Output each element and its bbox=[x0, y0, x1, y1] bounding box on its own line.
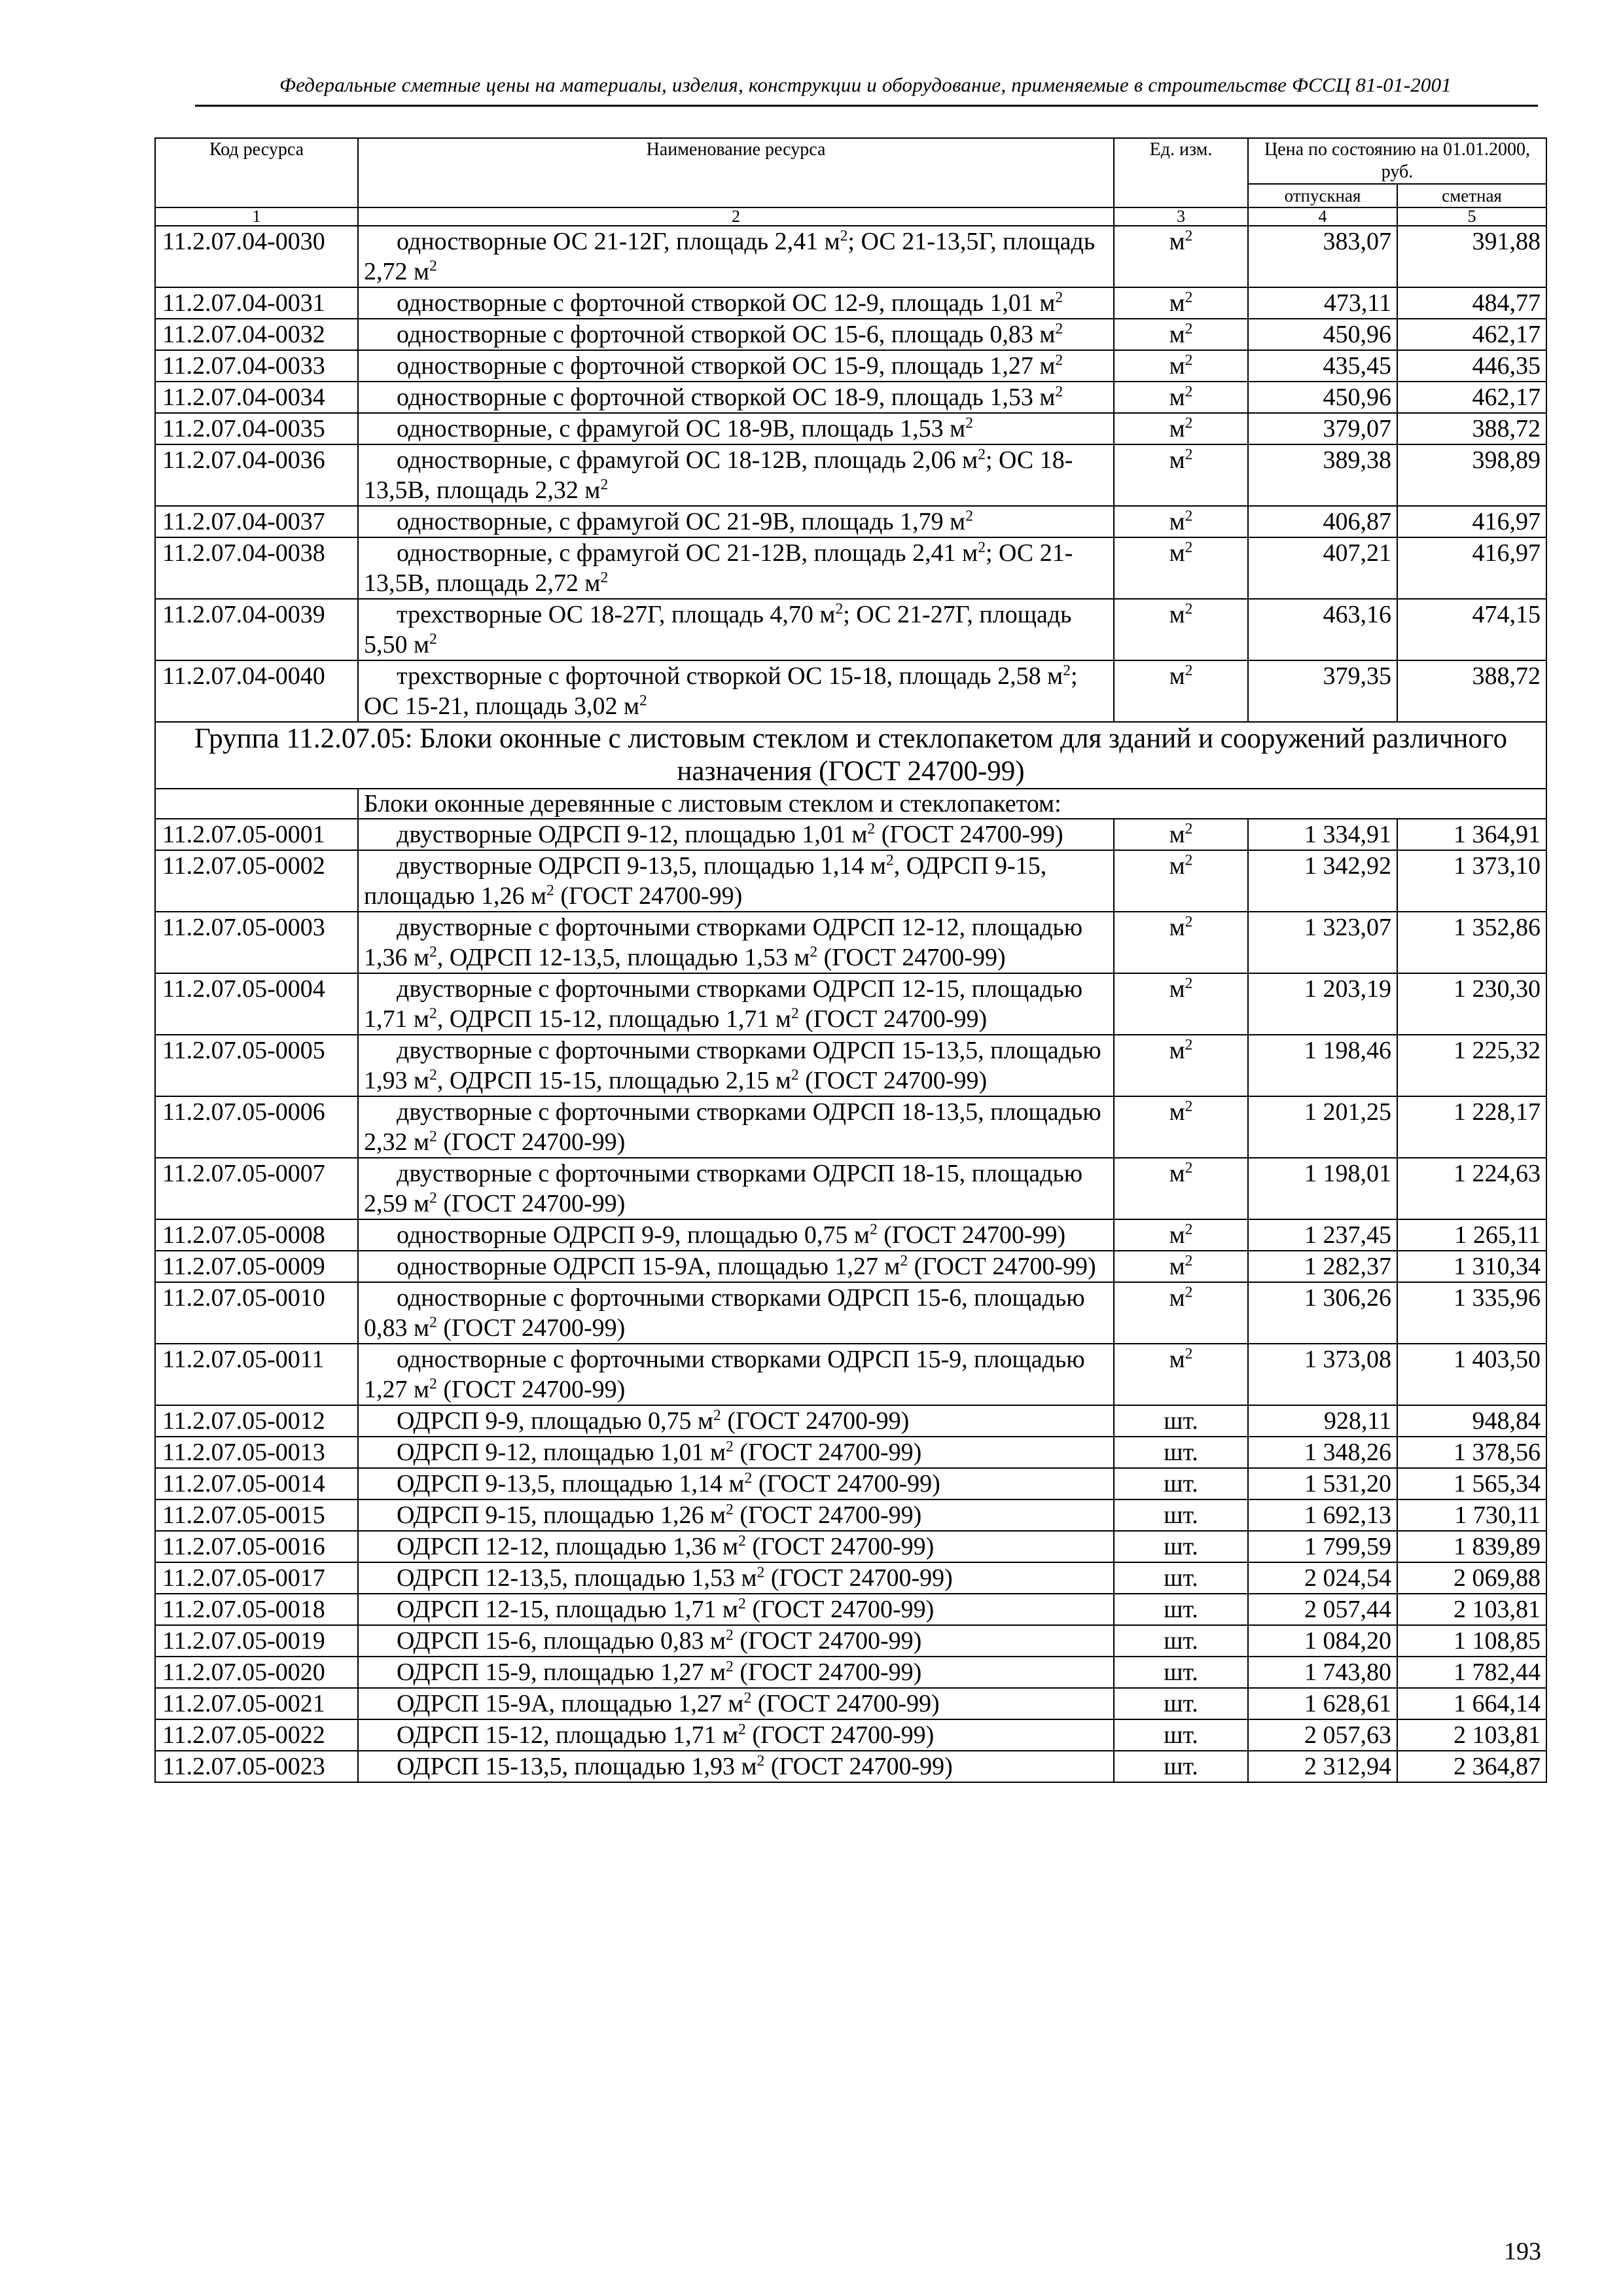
unit-of-measure: шт. bbox=[1114, 1719, 1248, 1751]
table-row bbox=[155, 1405, 1546, 1437]
price-estimate: 1 364,91 bbox=[1397, 819, 1546, 850]
resource-name: одностворные ОДРСП 9-9, площадью 0,75 $м^2$ (ГОСТ 24700-99) bbox=[358, 1219, 1114, 1251]
price-estimate: 1 839,89 bbox=[1397, 1531, 1546, 1562]
unit-of-measure: шт. bbox=[1114, 1688, 1248, 1719]
header-price-group: Цена по состоянию на 01.01.2000, руб. bbox=[1248, 138, 1546, 184]
table-row bbox=[155, 506, 1546, 537]
resource-code: 11.2.07.05-0013 bbox=[155, 1437, 358, 1468]
resource-code: 11.2.07.05-0014 bbox=[155, 1468, 358, 1499]
resource-code: 11.2.07.04-0034 bbox=[155, 382, 358, 413]
price-estimate: 388,72 bbox=[1397, 660, 1546, 722]
table-row bbox=[155, 1751, 1546, 1782]
unit-of-measure: $м^2$ bbox=[1114, 850, 1248, 912]
unit-of-measure: шт. bbox=[1114, 1499, 1248, 1531]
header-name: Наименование ресурса bbox=[358, 138, 1114, 207]
group-title: Группа 11.2.07.05: Блоки оконные с листовым стеклом и стеклопакетом для зданий и сооружений различного назначения (ГОСТ 24700-99) bbox=[155, 722, 1546, 789]
resource-code: 11.2.07.04-0040 bbox=[155, 660, 358, 722]
price-release: 1 201,25 bbox=[1248, 1096, 1397, 1158]
resource-code: 11.2.07.05-0009 bbox=[155, 1251, 358, 1282]
price-estimate: 398,89 bbox=[1397, 444, 1546, 506]
unit-of-measure: $м^2$ bbox=[1114, 382, 1248, 413]
unit-of-measure: $м^2$ bbox=[1114, 912, 1248, 973]
price-release: 435,45 bbox=[1248, 350, 1397, 382]
price-release: 1 306,26 bbox=[1248, 1282, 1397, 1344]
unit-of-measure: шт. bbox=[1114, 1751, 1248, 1782]
resource-name: ОДРСП 9-13,5, площадью 1,14 $м^2$ (ГОСТ 24700-99) bbox=[358, 1468, 1114, 1499]
unit-of-measure: $м^2$ bbox=[1114, 1251, 1248, 1282]
unit-of-measure: шт. bbox=[1114, 1405, 1248, 1437]
price-estimate: 2 103,81 bbox=[1397, 1594, 1546, 1625]
resource-name: двустворные с форточными створками ОДРСП 15-13,5, площадью 1,93 $м^2$, ОДРСП 15-15, площадью 2,15 $м^2$ (ГОСТ 24700-99) bbox=[358, 1035, 1114, 1096]
price-release: 1 198,01 bbox=[1248, 1158, 1397, 1219]
price-estimate: 1 373,10 bbox=[1397, 850, 1546, 912]
resource-name: одностворные с форточными створками ОДРСП 15-9, площадью 1,27 $м^2$ (ГОСТ 24700-99) bbox=[358, 1344, 1114, 1405]
price-release: 1 531,20 bbox=[1248, 1468, 1397, 1499]
resource-name: двустворные с форточными створками ОДРСП 12-15, площадью 1,71 $м^2$, ОДРСП 15-12, площадью 1,71 $м^2$ (ГОСТ 24700-99) bbox=[358, 973, 1114, 1035]
price-release: 1 628,61 bbox=[1248, 1688, 1397, 1719]
resource-code: 11.2.07.04-0037 bbox=[155, 506, 358, 537]
resource-name: ОДРСП 15-6, площадью 0,83 $м^2$ (ГОСТ 24700-99) bbox=[358, 1625, 1114, 1657]
price-release: 1 323,07 bbox=[1248, 912, 1397, 973]
col-number: 1 bbox=[155, 207, 358, 226]
price-estimate: 462,17 bbox=[1397, 319, 1546, 350]
resource-name: одностворные ОС 21-12Г, площадь 2,41 $м^2$; ОС 21-13,5Г, площадь 2,72 $м^2$ bbox=[358, 226, 1114, 287]
price-release: 928,11 bbox=[1248, 1405, 1397, 1437]
resource-code: 11.2.07.05-0010 bbox=[155, 1282, 358, 1344]
resource-name: ОДРСП 15-12, площадью 1,71 $м^2$ (ГОСТ 24700-99) bbox=[358, 1719, 1114, 1751]
resource-code: 11.2.07.05-0015 bbox=[155, 1499, 358, 1531]
unit-of-measure: $м^2$ bbox=[1114, 1344, 1248, 1405]
unit-of-measure: $м^2$ bbox=[1114, 506, 1248, 537]
unit-of-measure: $м^2$ bbox=[1114, 819, 1248, 850]
resource-name: двустворные ОДРСП 9-13,5, площадью 1,14 $м^2$, ОДРСП 9-15, площадью 1,26 $м^2$ (ГОСТ 24700-99) bbox=[358, 850, 1114, 912]
unit-of-measure: $м^2$ bbox=[1114, 660, 1248, 722]
resource-code: 11.2.07.05-0007 bbox=[155, 1158, 358, 1219]
unit-of-measure: шт. bbox=[1114, 1437, 1248, 1468]
resource-name: одностворные с форточной створкой ОС 15-9, площадь 1,27 $м^2$ bbox=[358, 350, 1114, 382]
table-row bbox=[155, 1688, 1546, 1719]
resource-code: 11.2.07.05-0002 bbox=[155, 850, 358, 912]
price-release: 379,07 bbox=[1248, 413, 1397, 444]
price-release: 406,87 bbox=[1248, 506, 1397, 537]
resource-name: одностворные, с фрамугой ОС 18-9В, площадь 1,53 $м^2$ bbox=[358, 413, 1114, 444]
unit-of-measure: $м^2$ bbox=[1114, 226, 1248, 287]
unit-of-measure: $м^2$ bbox=[1114, 350, 1248, 382]
unit-of-measure: $м^2$ bbox=[1114, 319, 1248, 350]
price-release: 2 057,63 bbox=[1248, 1719, 1397, 1751]
table-row bbox=[155, 973, 1546, 1035]
resource-code: 11.2.07.05-0012 bbox=[155, 1405, 358, 1437]
price-estimate: 446,35 bbox=[1397, 350, 1546, 382]
unit-of-measure: $м^2$ bbox=[1114, 973, 1248, 1035]
price-estimate: 1 403,50 bbox=[1397, 1344, 1546, 1405]
table-row bbox=[155, 1437, 1546, 1468]
price-release: 2 312,94 bbox=[1248, 1751, 1397, 1782]
group-section bbox=[155, 722, 1546, 819]
unit-of-measure: $м^2$ bbox=[1114, 1158, 1248, 1219]
price-release: 2 057,44 bbox=[1248, 1594, 1397, 1625]
price-release: 1 203,19 bbox=[1248, 973, 1397, 1035]
price-estimate: 1 565,34 bbox=[1397, 1468, 1546, 1499]
price-estimate: 1 664,14 bbox=[1397, 1688, 1546, 1719]
table-row bbox=[155, 1035, 1546, 1096]
unit-of-measure: $м^2$ bbox=[1114, 413, 1248, 444]
resource-name: одностворные с форточной створкой ОС 18-9, площадь 1,53 $м^2$ bbox=[358, 382, 1114, 413]
subgroup-title: Блоки оконные деревянные с листовым стеклом и стеклопакетом: bbox=[358, 789, 1546, 819]
resource-name: двустворные ОДРСП 9-12, площадью 1,01 $м^2$ (ГОСТ 24700-99) bbox=[358, 819, 1114, 850]
unit-of-measure: $м^2$ bbox=[1114, 1219, 1248, 1251]
unit-of-measure: $м^2$ bbox=[1114, 287, 1248, 319]
table-row bbox=[155, 319, 1546, 350]
resource-name: двустворные с форточными створками ОДРСП 12-12, площадью 1,36 $м^2$, ОДРСП 12-13,5, площадью 1,53 $м^2$ (ГОСТ 24700-99) bbox=[358, 912, 1114, 973]
price-estimate: 2 364,87 bbox=[1397, 1751, 1546, 1782]
col-number: 2 bbox=[358, 207, 1114, 226]
price-estimate: 1 310,34 bbox=[1397, 1251, 1546, 1282]
resource-code: 11.2.07.05-0005 bbox=[155, 1035, 358, 1096]
price-release: 1 342,92 bbox=[1248, 850, 1397, 912]
price-release: 450,96 bbox=[1248, 382, 1397, 413]
resource-code: 11.2.07.04-0035 bbox=[155, 413, 358, 444]
price-estimate: 1 730,11 bbox=[1397, 1499, 1546, 1531]
table-row bbox=[155, 1719, 1546, 1751]
table-row bbox=[155, 1096, 1546, 1158]
resource-code: 11.2.07.05-0001 bbox=[155, 819, 358, 850]
table-row bbox=[155, 1158, 1546, 1219]
table-row bbox=[155, 350, 1546, 382]
resource-name: двустворные с форточными створками ОДРСП 18-13,5, площадью 2,32 $м^2$ (ГОСТ 24700-99) bbox=[358, 1096, 1114, 1158]
col-number: 3 bbox=[1114, 207, 1248, 226]
header-rule bbox=[195, 105, 1538, 107]
price-release: 1 348,26 bbox=[1248, 1437, 1397, 1468]
price-release: 1 799,59 bbox=[1248, 1531, 1397, 1562]
price-release: 450,96 bbox=[1248, 319, 1397, 350]
running-header: Федеральные сметные цены на материалы, изделия, конструкции и оборудование, применяемые в строительстве ФССЦ 81-01-2001 bbox=[279, 73, 1452, 96]
table-row bbox=[155, 1219, 1546, 1251]
table-row bbox=[155, 912, 1546, 973]
resource-name: ОДРСП 12-13,5, площадью 1,53 $м^2$ (ГОСТ 24700-99) bbox=[358, 1562, 1114, 1594]
col-number: 5 bbox=[1397, 207, 1546, 226]
resource-name: ОДРСП 15-9А, площадью 1,27 $м^2$ (ГОСТ 24700-99) bbox=[358, 1688, 1114, 1719]
resource-code: 11.2.07.04-0036 bbox=[155, 444, 358, 506]
unit-of-measure: шт. bbox=[1114, 1657, 1248, 1688]
table-row bbox=[155, 413, 1546, 444]
price-estimate: 391,88 bbox=[1397, 226, 1546, 287]
resource-name: ОДРСП 9-12, площадью 1,01 $м^2$ (ГОСТ 24700-99) bbox=[358, 1437, 1114, 1468]
table-row bbox=[155, 819, 1546, 850]
price-estimate: 1 228,17 bbox=[1397, 1096, 1546, 1158]
price-estimate: 1 378,56 bbox=[1397, 1437, 1546, 1468]
price-release: 1 692,13 bbox=[1248, 1499, 1397, 1531]
table-row bbox=[155, 660, 1546, 722]
price-estimate: 2 103,81 bbox=[1397, 1719, 1546, 1751]
price-release: 2 024,54 bbox=[1248, 1562, 1397, 1594]
table-row bbox=[155, 444, 1546, 506]
resource-code: 11.2.07.04-0031 bbox=[155, 287, 358, 319]
price-table bbox=[154, 137, 1547, 1783]
resource-name: одностворные, с фрамугой ОС 21-12В, площадь 2,41 $м^2$; ОС 21-13,5В, площадь 2,72 $м^2$ bbox=[358, 537, 1114, 599]
resource-name: одностворные, с фрамугой ОС 18-12В, площадь 2,06 $м^2$; ОС 18-13,5В, площадь 2,32 $м^2$ bbox=[358, 444, 1114, 506]
table-row bbox=[155, 1594, 1546, 1625]
unit-of-measure: шт. bbox=[1114, 1468, 1248, 1499]
col-number: 4 bbox=[1248, 207, 1397, 226]
unit-of-measure: $м^2$ bbox=[1114, 537, 1248, 599]
price-release: 1 237,45 bbox=[1248, 1219, 1397, 1251]
resource-name: ОДРСП 12-12, площадью 1,36 $м^2$ (ГОСТ 24700-99) bbox=[358, 1531, 1114, 1562]
price-estimate: 1 335,96 bbox=[1397, 1282, 1546, 1344]
price-estimate: 474,15 bbox=[1397, 599, 1546, 660]
price-release: 1 084,20 bbox=[1248, 1625, 1397, 1657]
resource-code: 11.2.07.05-0018 bbox=[155, 1594, 358, 1625]
unit-of-measure: $м^2$ bbox=[1114, 599, 1248, 660]
price-estimate: 416,97 bbox=[1397, 537, 1546, 599]
price-estimate: 1 108,85 bbox=[1397, 1625, 1546, 1657]
resource-name: ОДРСП 9-9, площадью 0,75 $м^2$ (ГОСТ 24700-99) bbox=[358, 1405, 1114, 1437]
resource-code: 11.2.07.04-0039 bbox=[155, 599, 358, 660]
header-price-estimate: сметная bbox=[1397, 184, 1546, 207]
resource-name: ОДРСП 15-9, площадью 1,27 $м^2$ (ГОСТ 24700-99) bbox=[358, 1657, 1114, 1688]
unit-of-measure: шт. bbox=[1114, 1562, 1248, 1594]
table-row bbox=[155, 1344, 1546, 1405]
price-estimate: 948,84 bbox=[1397, 1405, 1546, 1437]
table-row bbox=[155, 1531, 1546, 1562]
resource-name: трехстворные ОС 18-27Г, площадь 4,70 $м^2$; ОС 21-27Г, площадь 5,50 $м^2$ bbox=[358, 599, 1114, 660]
resource-name: ОДРСП 9-15, площадью 1,26 $м^2$ (ГОСТ 24700-99) bbox=[358, 1499, 1114, 1531]
price-release: 1 282,37 bbox=[1248, 1251, 1397, 1282]
price-estimate: 1 224,63 bbox=[1397, 1158, 1546, 1219]
price-release: 383,07 bbox=[1248, 226, 1397, 287]
price-estimate: 416,97 bbox=[1397, 506, 1546, 537]
unit-of-measure: $м^2$ bbox=[1114, 444, 1248, 506]
resource-name: ОДРСП 12-15, площадью 1,71 $м^2$ (ГОСТ 24700-99) bbox=[358, 1594, 1114, 1625]
resource-code: 11.2.07.04-0033 bbox=[155, 350, 358, 382]
resource-code: 11.2.07.05-0004 bbox=[155, 973, 358, 1035]
unit-of-measure: $м^2$ bbox=[1114, 1096, 1248, 1158]
header-unit: Ед. изм. bbox=[1114, 138, 1248, 207]
resource-code: 11.2.07.05-0020 bbox=[155, 1657, 358, 1688]
unit-of-measure: $м^2$ bbox=[1114, 1282, 1248, 1344]
price-release: 473,11 bbox=[1248, 287, 1397, 319]
table-row bbox=[155, 1468, 1546, 1499]
resource-code: 11.2.07.04-0032 bbox=[155, 319, 358, 350]
table-row bbox=[155, 1562, 1546, 1594]
price-estimate: 1 225,32 bbox=[1397, 1035, 1546, 1096]
table-row bbox=[155, 1625, 1546, 1657]
resource-name: одностворные ОДРСП 15-9А, площадью 1,27 $м^2$ (ГОСТ 24700-99) bbox=[358, 1251, 1114, 1282]
resource-code: 11.2.07.05-0017 bbox=[155, 1562, 358, 1594]
resource-code: 11.2.07.05-0023 bbox=[155, 1751, 358, 1782]
resource-code: 11.2.07.05-0021 bbox=[155, 1688, 358, 1719]
price-release: 407,21 bbox=[1248, 537, 1397, 599]
header-code: Код ресурса bbox=[155, 138, 358, 207]
price-estimate: 462,17 bbox=[1397, 382, 1546, 413]
resource-code: 11.2.07.05-0008 bbox=[155, 1219, 358, 1251]
resource-name: двустворные с форточными створками ОДРСП 18-15, площадью 2,59 $м^2$ (ГОСТ 24700-99) bbox=[358, 1158, 1114, 1219]
resource-name: ОДРСП 15-13,5, площадью 1,93 $м^2$ (ГОСТ 24700-99) bbox=[358, 1751, 1114, 1782]
unit-of-measure: шт. bbox=[1114, 1531, 1248, 1562]
resource-code: 11.2.07.05-0022 bbox=[155, 1719, 358, 1751]
table-row bbox=[155, 850, 1546, 912]
resource-name: трехстворные с форточной створкой ОС 15-18, площадь 2,58 $м^2$; ОС 15-21, площадь 3,02 $м^2$ bbox=[358, 660, 1114, 722]
price-estimate: 1 352,86 bbox=[1397, 912, 1546, 973]
table-row bbox=[155, 1657, 1546, 1688]
resource-code: 11.2.07.05-0003 bbox=[155, 912, 358, 973]
resource-name: одностворные с форточными створками ОДРСП 15-6, площадью 0,83 $м^2$ (ГОСТ 24700-99) bbox=[358, 1282, 1114, 1344]
resource-code: 11.2.07.05-0016 bbox=[155, 1531, 358, 1562]
table-row bbox=[155, 287, 1546, 319]
price-estimate: 1 782,44 bbox=[1397, 1657, 1546, 1688]
resource-name: одностворные с форточной створкой ОС 12-9, площадь 1,01 $м^2$ bbox=[358, 287, 1114, 319]
page-number: 193 bbox=[1504, 2238, 1541, 2265]
table-row bbox=[155, 537, 1546, 599]
table-row bbox=[155, 599, 1546, 660]
table-row bbox=[155, 382, 1546, 413]
table-row bbox=[155, 1282, 1546, 1344]
unit-of-measure: шт. bbox=[1114, 1594, 1248, 1625]
price-release: 1 334,91 bbox=[1248, 819, 1397, 850]
price-release: 389,38 bbox=[1248, 444, 1397, 506]
price-estimate: 1 230,30 bbox=[1397, 973, 1546, 1035]
subgroup-empty-cell bbox=[155, 789, 358, 819]
resource-code: 11.2.07.05-0019 bbox=[155, 1625, 358, 1657]
resource-name: одностворные с форточной створкой ОС 15-6, площадь 0,83 $м^2$ bbox=[358, 319, 1114, 350]
resource-code: 11.2.07.05-0006 bbox=[155, 1096, 358, 1158]
table-row bbox=[155, 1499, 1546, 1531]
resource-name: одностворные, с фрамугой ОС 21-9В, площадь 1,79 $м^2$ bbox=[358, 506, 1114, 537]
price-release: 1 373,08 bbox=[1248, 1344, 1397, 1405]
resource-code: 11.2.07.04-0030 bbox=[155, 226, 358, 287]
table-row bbox=[155, 1251, 1546, 1282]
unit-of-measure: $м^2$ bbox=[1114, 1035, 1248, 1096]
price-estimate: 1 265,11 bbox=[1397, 1219, 1546, 1251]
header-price-release: отпускная bbox=[1248, 184, 1397, 207]
price-release: 1 198,46 bbox=[1248, 1035, 1397, 1096]
table-body-part2 bbox=[155, 819, 1546, 1782]
resource-code: 11.2.07.04-0038 bbox=[155, 537, 358, 599]
price-release: 1 743,80 bbox=[1248, 1657, 1397, 1688]
price-release: 463,16 bbox=[1248, 599, 1397, 660]
price-release: 379,35 bbox=[1248, 660, 1397, 722]
resource-code: 11.2.07.05-0011 bbox=[155, 1344, 358, 1405]
price-estimate: 484,77 bbox=[1397, 287, 1546, 319]
table-row bbox=[155, 226, 1546, 287]
price-estimate: 2 069,88 bbox=[1397, 1562, 1546, 1594]
price-estimate: 388,72 bbox=[1397, 413, 1546, 444]
unit-of-measure: шт. bbox=[1114, 1625, 1248, 1657]
table-body-part1 bbox=[155, 226, 1546, 722]
